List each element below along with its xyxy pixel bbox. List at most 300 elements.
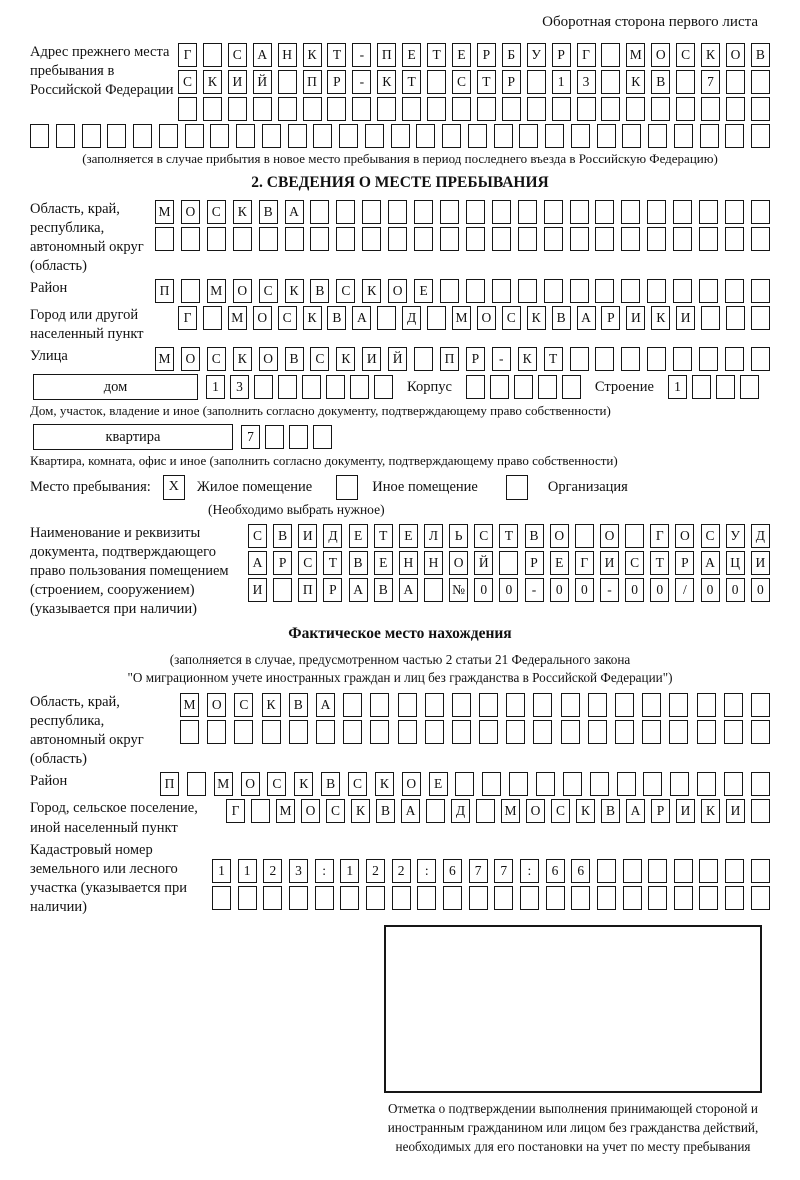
- char-cell: [751, 693, 770, 717]
- char-cell: О: [651, 43, 670, 67]
- char-cell: -: [600, 578, 619, 602]
- char-cell: [207, 720, 226, 744]
- char-cell: [643, 772, 662, 796]
- char-cell: [601, 97, 620, 121]
- char-cell: [442, 124, 461, 148]
- char-cell: [697, 693, 716, 717]
- char-cell: [669, 693, 688, 717]
- char-cell: М: [155, 200, 174, 224]
- stroenie-label: Строение: [594, 378, 654, 395]
- char-cell: [597, 859, 616, 883]
- char-cell: [477, 97, 496, 121]
- char-cell: [262, 720, 281, 744]
- char-cell: [228, 97, 247, 121]
- char-cell: Р: [502, 70, 521, 94]
- document-label: Наименование и реквизиты документа, подтверждающего право пользования помещением (строением, сооружением) (указывается при наличии): [30, 524, 229, 618]
- char-cell: Р: [552, 43, 571, 67]
- actual-location-subtitle-2: "О миграционном учете иностранных граждан и лиц без гражданства в Российской Федерации"): [127, 670, 673, 686]
- char-cell: [340, 886, 359, 910]
- char-cell: [452, 97, 471, 121]
- char-cell: 6: [571, 859, 590, 883]
- city-block: [30, 306, 770, 344]
- char-cell: [479, 720, 498, 744]
- char-cell: 1: [668, 375, 687, 399]
- char-cell: [336, 200, 355, 224]
- char-cell: Е: [399, 524, 418, 548]
- char-cell: [263, 886, 282, 910]
- char-cell: О: [388, 279, 407, 303]
- char-cell: К: [362, 279, 381, 303]
- char-cell: В: [751, 43, 770, 67]
- residence-other-label: Иное помещение: [372, 478, 478, 495]
- char-cell: О: [526, 799, 545, 823]
- char-cell: [751, 772, 770, 796]
- char-cell: К: [351, 799, 370, 823]
- char-cell: [262, 124, 281, 148]
- char-cell: [440, 200, 459, 224]
- char-cell: К: [233, 347, 252, 371]
- char-cell: О: [600, 524, 619, 548]
- char-cell: [701, 306, 720, 330]
- char-cell: [726, 306, 745, 330]
- char-cell: С: [336, 279, 355, 303]
- char-cell: [615, 693, 634, 717]
- char-cell: М: [155, 347, 174, 371]
- house-caption: Дом, участок, владение и иное (заполнить согласно документу, подтверждающему право собственности): [30, 403, 611, 419]
- char-cell: К: [576, 799, 595, 823]
- char-cell: [468, 124, 487, 148]
- char-cell: [544, 227, 563, 251]
- char-cell: С: [207, 347, 226, 371]
- char-cell: [725, 859, 744, 883]
- char-cell: [648, 886, 667, 910]
- char-cell: 0: [701, 578, 720, 602]
- residence-choose-note: (Необходимо выбрать нужное): [208, 501, 385, 517]
- char-cell: [647, 279, 666, 303]
- char-cell: [107, 124, 126, 148]
- residence-living-checkbox: X: [163, 475, 185, 500]
- char-cell: М: [207, 279, 226, 303]
- page-side-note: Оборотная сторона первого листа: [542, 14, 758, 30]
- char-cell: [494, 886, 513, 910]
- char-cell: [377, 97, 396, 121]
- char-cell: Д: [402, 306, 421, 330]
- char-cell: [527, 70, 546, 94]
- actual-city-row: [226, 799, 770, 823]
- char-cell: И: [626, 306, 645, 330]
- document-row-2: [248, 551, 770, 575]
- char-cell: К: [626, 70, 645, 94]
- char-cell: [725, 886, 744, 910]
- district-row: [155, 279, 770, 303]
- char-cell: [533, 720, 552, 744]
- char-cell: [452, 693, 471, 717]
- char-cell: [440, 227, 459, 251]
- char-cell: [288, 124, 307, 148]
- char-cell: [316, 720, 335, 744]
- char-cell: [388, 227, 407, 251]
- apartment-cells: [241, 425, 332, 449]
- char-cell: [751, 799, 770, 823]
- char-cell: М: [228, 306, 247, 330]
- residence-living-label: Жилое помещение: [196, 478, 313, 495]
- char-cell: [482, 772, 501, 796]
- char-cell: [518, 227, 537, 251]
- char-cell: С: [298, 551, 317, 575]
- char-cell: О: [181, 200, 200, 224]
- char-cell: [443, 886, 462, 910]
- char-cell: И: [676, 799, 695, 823]
- char-cell: К: [375, 772, 394, 796]
- prev-address-row-3: [178, 97, 770, 121]
- char-cell: [494, 124, 513, 148]
- char-cell: [617, 772, 636, 796]
- char-cell: Й: [253, 70, 272, 94]
- char-cell: [424, 578, 443, 602]
- char-cell: Е: [349, 524, 368, 548]
- char-cell: [588, 693, 607, 717]
- char-cell: [699, 347, 718, 371]
- char-cell: [527, 97, 546, 121]
- street-block: [30, 347, 770, 371]
- char-cell: [724, 772, 743, 796]
- char-cell: [561, 720, 580, 744]
- char-cell: Р: [477, 43, 496, 67]
- korpus-label: Корпус: [407, 378, 452, 395]
- document-row-1: [248, 524, 770, 548]
- char-cell: Т: [374, 524, 393, 548]
- char-cell: [621, 200, 640, 224]
- residence-organization-label: Организация: [547, 478, 628, 495]
- char-cell: А: [248, 551, 267, 575]
- prev-address-row-4: [30, 124, 770, 148]
- char-cell: А: [401, 799, 420, 823]
- char-cell: С: [676, 43, 695, 67]
- char-cell: [673, 347, 692, 371]
- char-cell: [365, 124, 384, 148]
- char-cell: О: [449, 551, 468, 575]
- char-cell: [302, 375, 321, 399]
- char-cell: [362, 200, 381, 224]
- apartment-line: [30, 424, 770, 450]
- char-cell: Т: [402, 70, 421, 94]
- char-cell: [203, 97, 222, 121]
- char-cell: П: [155, 279, 174, 303]
- char-cell: С: [625, 551, 644, 575]
- char-cell: К: [701, 799, 720, 823]
- char-cell: И: [751, 551, 770, 575]
- char-cell: [648, 124, 667, 148]
- char-cell: [469, 886, 488, 910]
- char-cell: [210, 124, 229, 148]
- char-cell: [398, 693, 417, 717]
- char-cell: С: [551, 799, 570, 823]
- char-cell: [233, 227, 252, 251]
- char-cell: А: [285, 200, 304, 224]
- char-cell: Л: [424, 524, 443, 548]
- char-cell: Р: [323, 578, 342, 602]
- char-cell: [502, 97, 521, 121]
- char-cell: [699, 279, 718, 303]
- char-cell: 1: [340, 859, 359, 883]
- char-cell: А: [352, 306, 371, 330]
- char-cell: Г: [575, 551, 594, 575]
- char-cell: [575, 524, 594, 548]
- char-cell: [538, 375, 557, 399]
- char-cell: О: [253, 306, 272, 330]
- prev-address-row-2: [178, 70, 770, 94]
- char-cell: О: [550, 524, 569, 548]
- char-cell: [536, 772, 555, 796]
- char-cell: С: [248, 524, 267, 548]
- char-cell: 7: [469, 859, 488, 883]
- char-cell: К: [303, 306, 322, 330]
- char-cell: Й: [388, 347, 407, 371]
- char-cell: -: [352, 70, 371, 94]
- char-cell: [181, 227, 200, 251]
- char-cell: Т: [427, 43, 446, 67]
- char-cell: [285, 227, 304, 251]
- region-row-2: [155, 227, 770, 251]
- char-cell: В: [601, 799, 620, 823]
- char-cell: [414, 347, 433, 371]
- char-cell: [751, 306, 770, 330]
- char-cell: [178, 97, 197, 121]
- char-cell: [725, 347, 744, 371]
- char-cell: В: [651, 70, 670, 94]
- char-cell: [623, 886, 642, 910]
- char-cell: С: [259, 279, 278, 303]
- char-cell: С: [452, 70, 471, 94]
- char-cell: [570, 227, 589, 251]
- char-cell: П: [160, 772, 179, 796]
- char-cell: [597, 124, 616, 148]
- actual-district-block: [30, 772, 770, 796]
- char-cell: [466, 375, 485, 399]
- char-cell: Г: [226, 799, 245, 823]
- char-cell: А: [316, 693, 335, 717]
- char-cell: [544, 200, 563, 224]
- char-cell: [570, 279, 589, 303]
- char-cell: О: [402, 772, 421, 796]
- residence-type-line: [30, 475, 770, 500]
- char-cell: -: [352, 43, 371, 67]
- char-cell: [427, 70, 446, 94]
- char-cell: [740, 375, 759, 399]
- actual-region-label: Область, край, республика, автономный округ (область): [30, 693, 144, 768]
- residence-other-checkbox: [336, 475, 358, 500]
- char-cell: [697, 772, 716, 796]
- char-cell: [648, 859, 667, 883]
- char-cell: О: [181, 347, 200, 371]
- char-cell: [343, 693, 362, 717]
- city-label: Город или другой населенный пункт: [30, 307, 144, 343]
- char-cell: [597, 886, 616, 910]
- char-cell: [647, 200, 666, 224]
- char-cell: В: [349, 551, 368, 575]
- char-cell: [56, 124, 75, 148]
- actual-city-block: [30, 799, 770, 837]
- char-cell: Б: [502, 43, 521, 67]
- char-cell: 7: [494, 859, 513, 883]
- prev-address-block: [30, 43, 770, 121]
- char-cell: 6: [443, 859, 462, 883]
- char-cell: М: [180, 693, 199, 717]
- char-cell: №: [449, 578, 468, 602]
- char-cell: С: [502, 306, 521, 330]
- char-cell: [313, 124, 332, 148]
- char-cell: [509, 772, 528, 796]
- char-cell: [571, 124, 590, 148]
- char-cell: А: [577, 306, 596, 330]
- char-cell: [492, 227, 511, 251]
- char-cell: [716, 375, 735, 399]
- char-cell: В: [310, 279, 329, 303]
- char-cell: [425, 693, 444, 717]
- char-cell: [699, 886, 718, 910]
- char-cell: Н: [399, 551, 418, 575]
- char-cell: К: [377, 70, 396, 94]
- char-cell: [310, 200, 329, 224]
- char-cell: [265, 425, 284, 449]
- char-cell: [181, 279, 200, 303]
- char-cell: К: [285, 279, 304, 303]
- char-cell: [725, 124, 744, 148]
- char-cell: П: [303, 70, 322, 94]
- char-cell: К: [294, 772, 313, 796]
- char-cell: [366, 886, 385, 910]
- char-cell: С: [234, 693, 253, 717]
- char-cell: П: [377, 43, 396, 67]
- region-label: Область, край, республика, автономный округ (область): [30, 200, 144, 274]
- char-cell: Р: [327, 70, 346, 94]
- char-cell: Т: [477, 70, 496, 94]
- char-cell: 0: [650, 578, 669, 602]
- char-cell: Г: [577, 43, 596, 67]
- char-cell: [289, 720, 308, 744]
- char-cell: [552, 97, 571, 121]
- char-cell: [647, 347, 666, 371]
- char-cell: [625, 524, 644, 548]
- char-cell: [570, 200, 589, 224]
- char-cell: В: [552, 306, 571, 330]
- char-cell: [212, 886, 231, 910]
- char-cell: С: [228, 43, 247, 67]
- char-cell: Р: [273, 551, 292, 575]
- char-cell: [670, 772, 689, 796]
- actual-region-block: [30, 693, 770, 770]
- char-cell: Е: [374, 551, 393, 575]
- char-cell: [751, 227, 770, 251]
- document-row-3: [248, 578, 770, 602]
- char-cell: [621, 347, 640, 371]
- char-cell: [236, 124, 255, 148]
- house-number-cells: [206, 375, 393, 399]
- char-cell: [234, 720, 253, 744]
- char-cell: [724, 693, 743, 717]
- char-cell: [561, 693, 580, 717]
- char-cell: [506, 720, 525, 744]
- char-cell: [289, 886, 308, 910]
- char-cell: [674, 124, 693, 148]
- char-cell: 3: [577, 70, 596, 94]
- char-cell: [700, 124, 719, 148]
- district-label: Район: [30, 280, 68, 297]
- char-cell: [185, 124, 204, 148]
- char-cell: [278, 375, 297, 399]
- char-cell: [674, 886, 693, 910]
- char-cell: [590, 772, 609, 796]
- street-label: Улица: [30, 348, 68, 365]
- char-cell: О: [241, 772, 260, 796]
- district-block: [30, 279, 770, 303]
- char-cell: 0: [474, 578, 493, 602]
- char-cell: [621, 279, 640, 303]
- char-cell: 2: [392, 859, 411, 883]
- char-cell: 0: [575, 578, 594, 602]
- stroenie-cells: [668, 375, 759, 399]
- char-cell: [544, 279, 563, 303]
- char-cell: [621, 227, 640, 251]
- char-cell: С: [310, 347, 329, 371]
- char-cell: [313, 425, 332, 449]
- apartment-box-label: квартира: [33, 424, 233, 450]
- char-cell: [669, 720, 688, 744]
- char-cell: Р: [466, 347, 485, 371]
- street-row: [155, 347, 770, 371]
- char-cell: [701, 97, 720, 121]
- char-cell: 0: [499, 578, 518, 602]
- char-cell: [642, 720, 661, 744]
- char-cell: [374, 375, 393, 399]
- char-cell: К: [262, 693, 281, 717]
- char-cell: [519, 124, 538, 148]
- char-cell: К: [203, 70, 222, 94]
- char-cell: Г: [650, 524, 669, 548]
- char-cell: С: [207, 200, 226, 224]
- char-cell: 1: [238, 859, 257, 883]
- actual-district-label: Район: [30, 773, 68, 790]
- char-cell: К: [651, 306, 670, 330]
- char-cell: [751, 97, 770, 121]
- char-cell: К: [233, 200, 252, 224]
- char-cell: [751, 70, 770, 94]
- char-cell: И: [726, 799, 745, 823]
- char-cell: [476, 799, 495, 823]
- char-cell: [155, 227, 174, 251]
- char-cell: [336, 227, 355, 251]
- char-cell: 0: [550, 578, 569, 602]
- char-cell: Д: [451, 799, 470, 823]
- char-cell: /: [675, 578, 694, 602]
- char-cell: [426, 799, 445, 823]
- char-cell: [343, 720, 362, 744]
- char-cell: Р: [675, 551, 694, 575]
- residence-organization-checkbox: [506, 475, 528, 500]
- char-cell: [563, 772, 582, 796]
- char-cell: [425, 720, 444, 744]
- char-cell: Е: [429, 772, 448, 796]
- char-cell: [238, 886, 257, 910]
- char-cell: [506, 693, 525, 717]
- char-cell: И: [362, 347, 381, 371]
- prev-address-label: Адрес прежнего места пребывания в Российской Федерации: [30, 44, 174, 99]
- char-cell: Д: [323, 524, 342, 548]
- cadastral-row-1: [212, 859, 770, 883]
- char-cell: И: [600, 551, 619, 575]
- char-cell: Е: [414, 279, 433, 303]
- char-cell: Й: [474, 551, 493, 575]
